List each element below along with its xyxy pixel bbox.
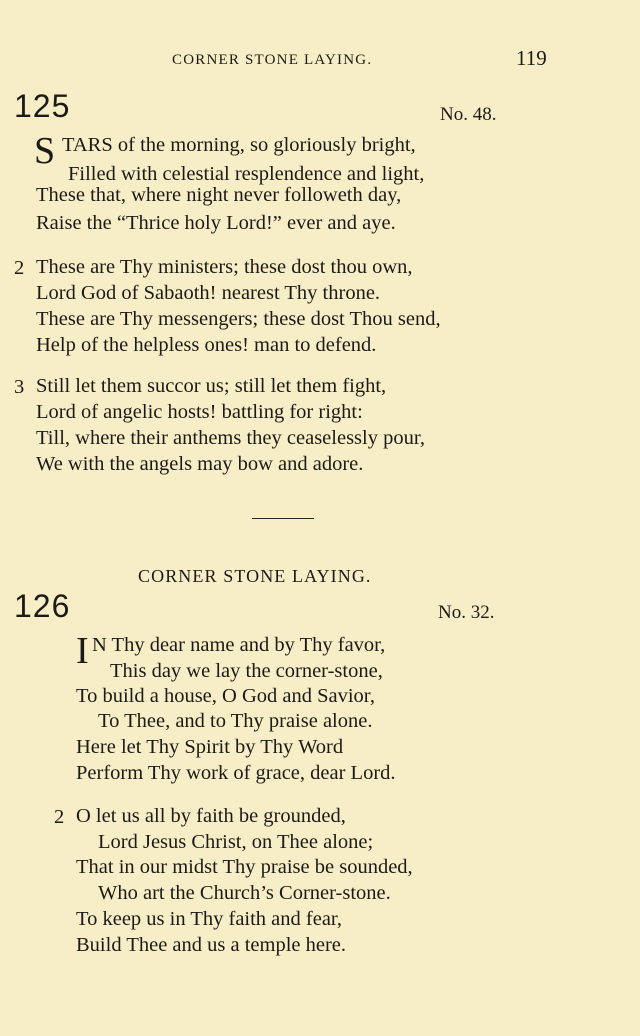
hymn-126-v2-line-3: That in our midst Thy praise be sounded, (76, 856, 413, 878)
hymn-125-verse-2-number: 2 (14, 257, 25, 279)
hymn-126-v2-line-6: Build Thee and us a temple here. (76, 934, 347, 956)
hymn-125-v1-line-4: Raise the “Thrice holy Lord!” ever and aye. (36, 212, 396, 234)
hymn-126-dropcap: I (76, 630, 89, 672)
page-number: 119 (516, 46, 547, 70)
hymn-126-v1-line-3: To build a house, O God and Savior, (76, 685, 375, 707)
hymn-126-tune-ref: No. 32. (438, 602, 495, 623)
hymn-126-v1-line-4: To Thee, and to Thy praise alone. (98, 710, 373, 732)
hymn-126-v2-line-4: Who art the Church’s Corner-stone. (98, 882, 391, 904)
hymn-126-v2-line-1: O let us all by faith be grounded, (76, 805, 346, 827)
hymn-125-v2-line-1: These are Thy ministers; these dost thou own, (36, 256, 413, 278)
hymn-125-v1-line-3: These that, where night never followeth day, (36, 184, 402, 206)
hymn-125-v1-line-2: Filled with celestial resplendence and light, (68, 163, 425, 185)
hymn-125-v2-line-3: These are Thy messengers; these dost Thou send, (36, 308, 441, 330)
hymn-126-number: 126 (14, 588, 71, 624)
hymn-126-v1-line-2: This day we lay the corner-stone, (110, 660, 383, 682)
hymn-125-v2-line-4: Help of the helpless ones! man to defend. (36, 334, 377, 356)
section-divider (252, 518, 314, 519)
hymn-125-verse-3-number: 3 (14, 376, 25, 398)
hymn-126-v2-line-5: To keep us in Thy faith and fear, (76, 908, 343, 930)
hymn-125-v1-line-1: TARS of the morning, so gloriously bright, (62, 134, 416, 156)
hymn-125-v2-line-2: Lord God of Sabaoth! nearest Thy throne. (36, 282, 381, 304)
hymn-125-number: 125 (14, 88, 71, 124)
hymn-126-v1-line-6: Perform Thy work of grace, dear Lord. (76, 762, 396, 784)
hymn-126-verse-2-number: 2 (54, 806, 65, 828)
hymn-125-v3-line-1: Still let them succor us; still let them fight, (36, 375, 387, 397)
hymn-126-v2-line-2: Lord Jesus Christ, on Thee alone; (98, 831, 374, 853)
running-head: CORNER STONE LAYING. (172, 52, 373, 68)
section-heading: CORNER STONE LAYING. (138, 566, 372, 586)
hymn-126-v1-line-5: Here let Thy Spirit by Thy Word (76, 736, 344, 758)
hymn-126-v1-line-1: N Thy dear name and by Thy favor, (92, 634, 386, 656)
hymn-125-v3-line-3: Till, where their anthems they ceaselessly pour, (36, 427, 425, 449)
hymn-125-v3-line-2: Lord of angelic hosts! battling for right: (36, 401, 363, 423)
hymn-125-dropcap: S (34, 130, 56, 172)
hymn-125-tune-ref: No. 48. (440, 104, 497, 125)
hymn-125-v3-line-4: We with the angels may bow and adore. (36, 453, 364, 475)
